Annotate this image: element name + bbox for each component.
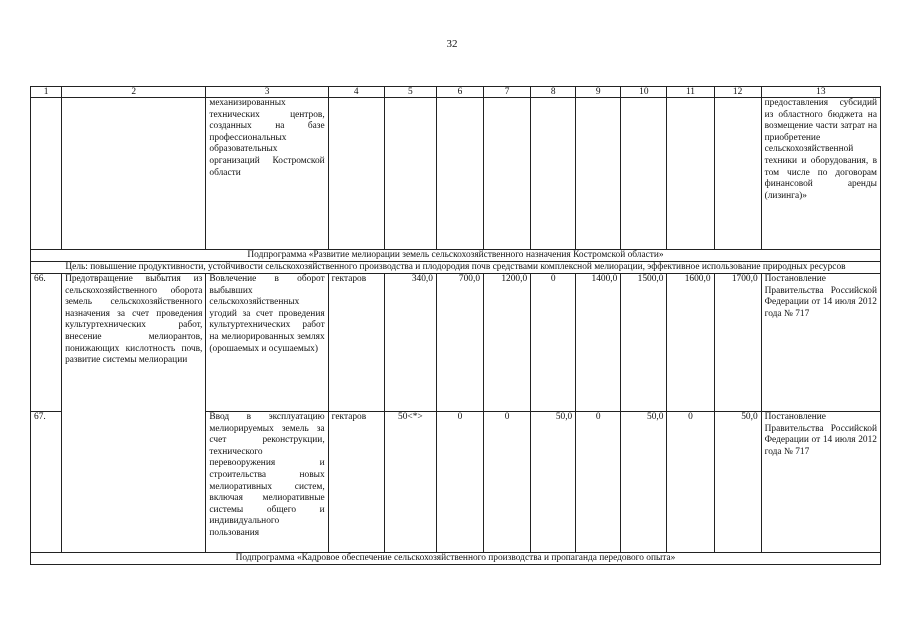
header-cell: 4 (328, 87, 384, 98)
document-cell: Постановление Правительства Российской Федерации от 14 июля 2012 года № 717 (761, 412, 880, 553)
table-row-continuation (31, 98, 881, 250)
value-cell: 1500,0 (621, 274, 667, 412)
indicator-cell: Ввод в эксплуатацию мелиорируемых земель за счет реконструкции, технического перевооружения и строительства новых мелиоративных систем, включая мелиоративные системы общего и индивидуального пользования (206, 412, 328, 553)
header-cell: 6 (436, 87, 483, 98)
header-cell: 2 (62, 87, 206, 98)
indicators-table (30, 86, 881, 565)
subprogram-row (31, 250, 881, 262)
header-cell: 11 (667, 87, 714, 98)
page-number: 32 (446, 38, 458, 50)
header-cell: 12 (714, 87, 761, 98)
header-cell: 7 (484, 87, 531, 98)
goal-text: Цель: повышение продуктивности, устойчивости сельскохозяйственного производства и плодородия почв средствами комплексной мелиорации, эффективное использование природных ресурсов (31, 262, 881, 274)
header-cell: 1 (31, 87, 62, 98)
value-cell: 50,0 (531, 412, 576, 553)
value-cell: 0 (576, 412, 621, 553)
value-cell: 50<*> (384, 412, 436, 553)
value-cell: 0 (484, 412, 531, 553)
value-cell: 0 (531, 274, 576, 412)
value-cell: 1200,0 (484, 274, 531, 412)
row-number: 67. (31, 412, 62, 553)
table-header-row (31, 87, 881, 98)
value-cell: 0 (667, 412, 714, 553)
indicator-cell: Вовлечение в оборот выбывших сельскохозяйственных угодий за счет проведения культуртехнических работ на мелиорированных землях (орошаемых и осушаемых) (206, 274, 328, 412)
value-cell: 50,0 (714, 412, 761, 553)
table-row (31, 274, 881, 412)
header-cell: 13 (761, 87, 880, 98)
value-cell: 1600,0 (667, 274, 714, 412)
header-cell: 8 (531, 87, 576, 98)
unit-cell: гектаров (328, 274, 384, 412)
indicator-cell: механизированных технических центров, созданных на базе профессиональных образовательных организаций Костромской области (206, 98, 328, 250)
document-cell: Постановление Правительства Российской Федерации от 14 июля 2012 года № 717 (761, 274, 880, 412)
document-cell: предоставления субсидий из областного бюджета на возмещение части затрат на приобретение сельскохозяйственной техники и оборудования, в том числе по договорам финансовой аренды (лизинга)» (761, 98, 880, 250)
value-cell: 1400,0 (576, 274, 621, 412)
subprogram-title: Подпрограмма «Кадровое обеспечение сельскохозяйственного производства и пропаганда передового опыта» (31, 553, 881, 565)
subprogram-title: Подпрограмма «Развитие мелиорации земель сельскохозяйственного назначения Костромской области» (31, 250, 881, 262)
unit-cell: гектаров (328, 412, 384, 553)
value-cell: 50,0 (621, 412, 667, 553)
value-cell: 340,0 (384, 274, 436, 412)
value-cell: 1700,0 (714, 274, 761, 412)
header-cell: 5 (384, 87, 436, 98)
header-cell: 3 (206, 87, 328, 98)
goal-row (31, 262, 881, 274)
header-cell: 10 (621, 87, 667, 98)
header-cell: 9 (576, 87, 621, 98)
value-cell: 700,0 (436, 274, 483, 412)
task-cell: Предотвращение выбытия из сельскохозяйственного оборота земель сельскохозяйственного назначения за счет проведения культуртехнических работ, внесение мелиорантов, понижающих кислотность почв, развитие системы мелиорации (62, 274, 206, 553)
row-number: 66. (31, 274, 62, 412)
value-cell: 0 (436, 412, 483, 553)
subprogram-row (31, 553, 881, 565)
